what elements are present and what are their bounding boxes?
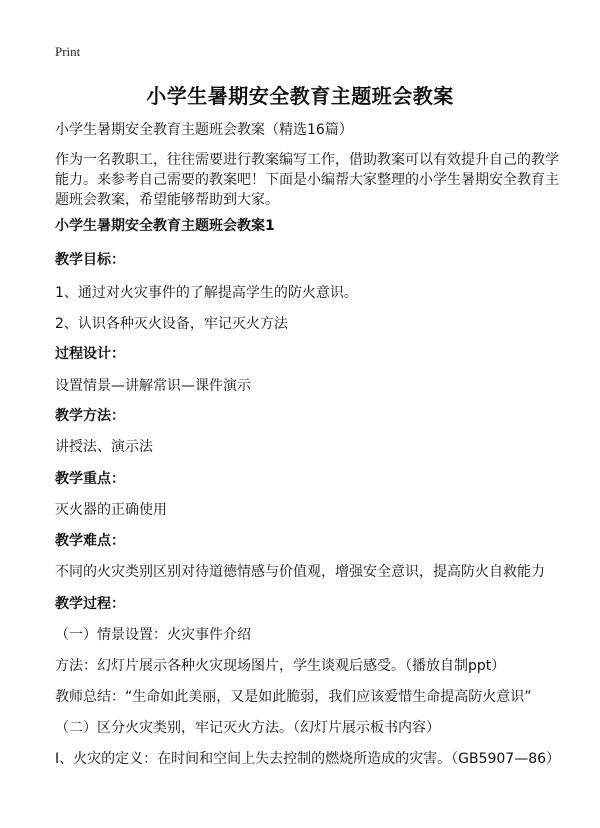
goal-item: 1、通过对火灾事件的了解提高学生的防火意识。 <box>55 285 358 301</box>
fire-definition: I、火灾的定义：在时间和空间上失去控制的燃烧所造成的灾害。（GB5907—86） <box>55 751 561 767</box>
document-title: 小学生暑期安全教育主题班会教案 <box>146 84 454 108</box>
teaching-process-heading: 教学过程： <box>55 596 125 612</box>
step-item: （二）区分火灾类别，牢记灭火方法。（幻灯片展示板书内容） <box>55 720 440 736</box>
goals-heading: 教学目标： <box>55 252 125 268</box>
key-points-heading: 教学重点： <box>55 471 125 487</box>
teacher-summary: 教师总结：“生命如此美丽，又是如此脆弱，我们应该爱惜生命提高防火意识” <box>55 689 532 705</box>
difficulties-text: 不同的火灾类别区别对待道德情感与价值观，增强安全意识，提高防火自救能力 <box>55 564 545 580</box>
intro-line: 能力。来参考自己需要的教案吧！下面是小编帮大家整理的小学生暑期安全教育主 <box>55 172 559 188</box>
intro-line: 题班会教案，希望能够帮助到大家。 <box>55 192 279 208</box>
methods-heading: 教学方法： <box>55 408 125 424</box>
intro-line: 作为一名教职工，往往需要进行教案编写工作，借助教案可以有效提升自己的教学 <box>55 152 559 168</box>
process-design-heading: 过程设计： <box>55 346 125 362</box>
method-line: 方法：幻灯片展示各种火灾现场图片，学生谈观后感受。（播放自制ppt） <box>55 658 506 674</box>
intro-paragraph <box>55 150 559 210</box>
goal-item: 2、认识各种灭火设备，牢记灭火方法 <box>55 316 288 332</box>
methods-text: 讲授法、演示法 <box>55 439 153 455</box>
key-points-text: 灭火器的正确使用 <box>55 502 167 518</box>
step-item: （一）情景设置：火灾事件介绍 <box>55 627 251 643</box>
document-subtitle: 小学生暑期安全教育主题班会教案（精选16篇） <box>55 122 353 138</box>
section-heading: 小学生暑期安全教育主题班会教案1 <box>55 218 275 234</box>
print-label: Print <box>55 44 81 59</box>
process-design-text: 设置情景—讲解常识—课件演示 <box>55 378 251 394</box>
difficulties-heading: 教学难点： <box>55 533 125 549</box>
